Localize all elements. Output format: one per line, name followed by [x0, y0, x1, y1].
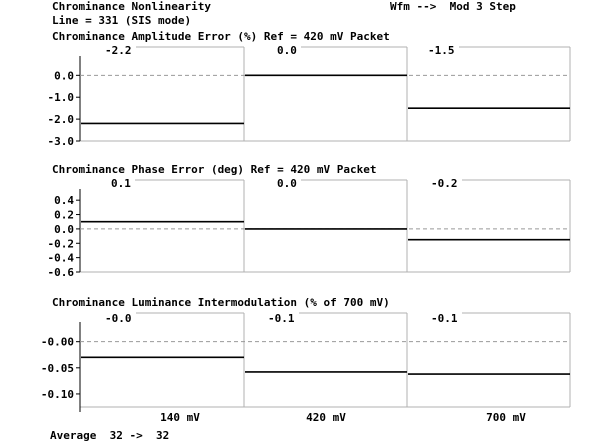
y-tick-label: 0.4: [54, 194, 74, 208]
y-tick-label: -0.10: [40, 387, 74, 401]
segment-value-label: -0.0: [105, 312, 132, 325]
y-tick-label: -1.0: [47, 91, 74, 105]
segment-value-label: 0.0: [277, 44, 297, 57]
y-tick-label: 0.2: [54, 208, 74, 222]
average-readout: Average 32 -> 32: [50, 429, 170, 442]
segment-value-label: -1.5: [428, 44, 455, 57]
y-tick-label: 0.0: [54, 69, 74, 83]
screen-title: Chrominance Nonlinearity: [52, 0, 211, 13]
segment-value-label: -0.2: [431, 177, 458, 190]
y-tick-label: 0.0: [54, 222, 74, 236]
y-tick-label: -0.4: [47, 251, 74, 265]
segment-value-label: -0.1: [431, 312, 458, 325]
segment-value-label: -0.1: [268, 312, 295, 325]
y-tick-label: -0.00: [40, 335, 74, 349]
chart-title: Chrominance Luminance Intermodulation (% of 700 mV): [52, 296, 390, 309]
x-segment-label: 420 mV: [306, 411, 346, 424]
line-info: Line = 331 (SIS mode): [52, 14, 192, 27]
chart-title: Chrominance Amplitude Error (%) Ref = 420 mV Packet: [52, 30, 390, 43]
y-tick-label: -0.2: [47, 237, 74, 251]
segment-value-label: 0.0: [277, 177, 297, 190]
segment-value-label: -2.2: [105, 44, 132, 57]
segment-value-label: 0.1: [111, 177, 131, 190]
y-tick-label: -0.6: [47, 266, 74, 279]
mode-indicator: Wfm --> Mod 3 Step: [390, 0, 516, 13]
y-tick-label: -2.0: [47, 113, 74, 127]
chart-title: Chrominance Phase Error (deg) Ref = 420 mV Packet: [52, 163, 377, 176]
y-tick-label: -3.0: [47, 135, 74, 148]
y-tick-label: -0.05: [40, 361, 74, 375]
x-segment-label: 140 mV: [160, 411, 200, 424]
x-segment-label: 700 mV: [486, 411, 526, 424]
